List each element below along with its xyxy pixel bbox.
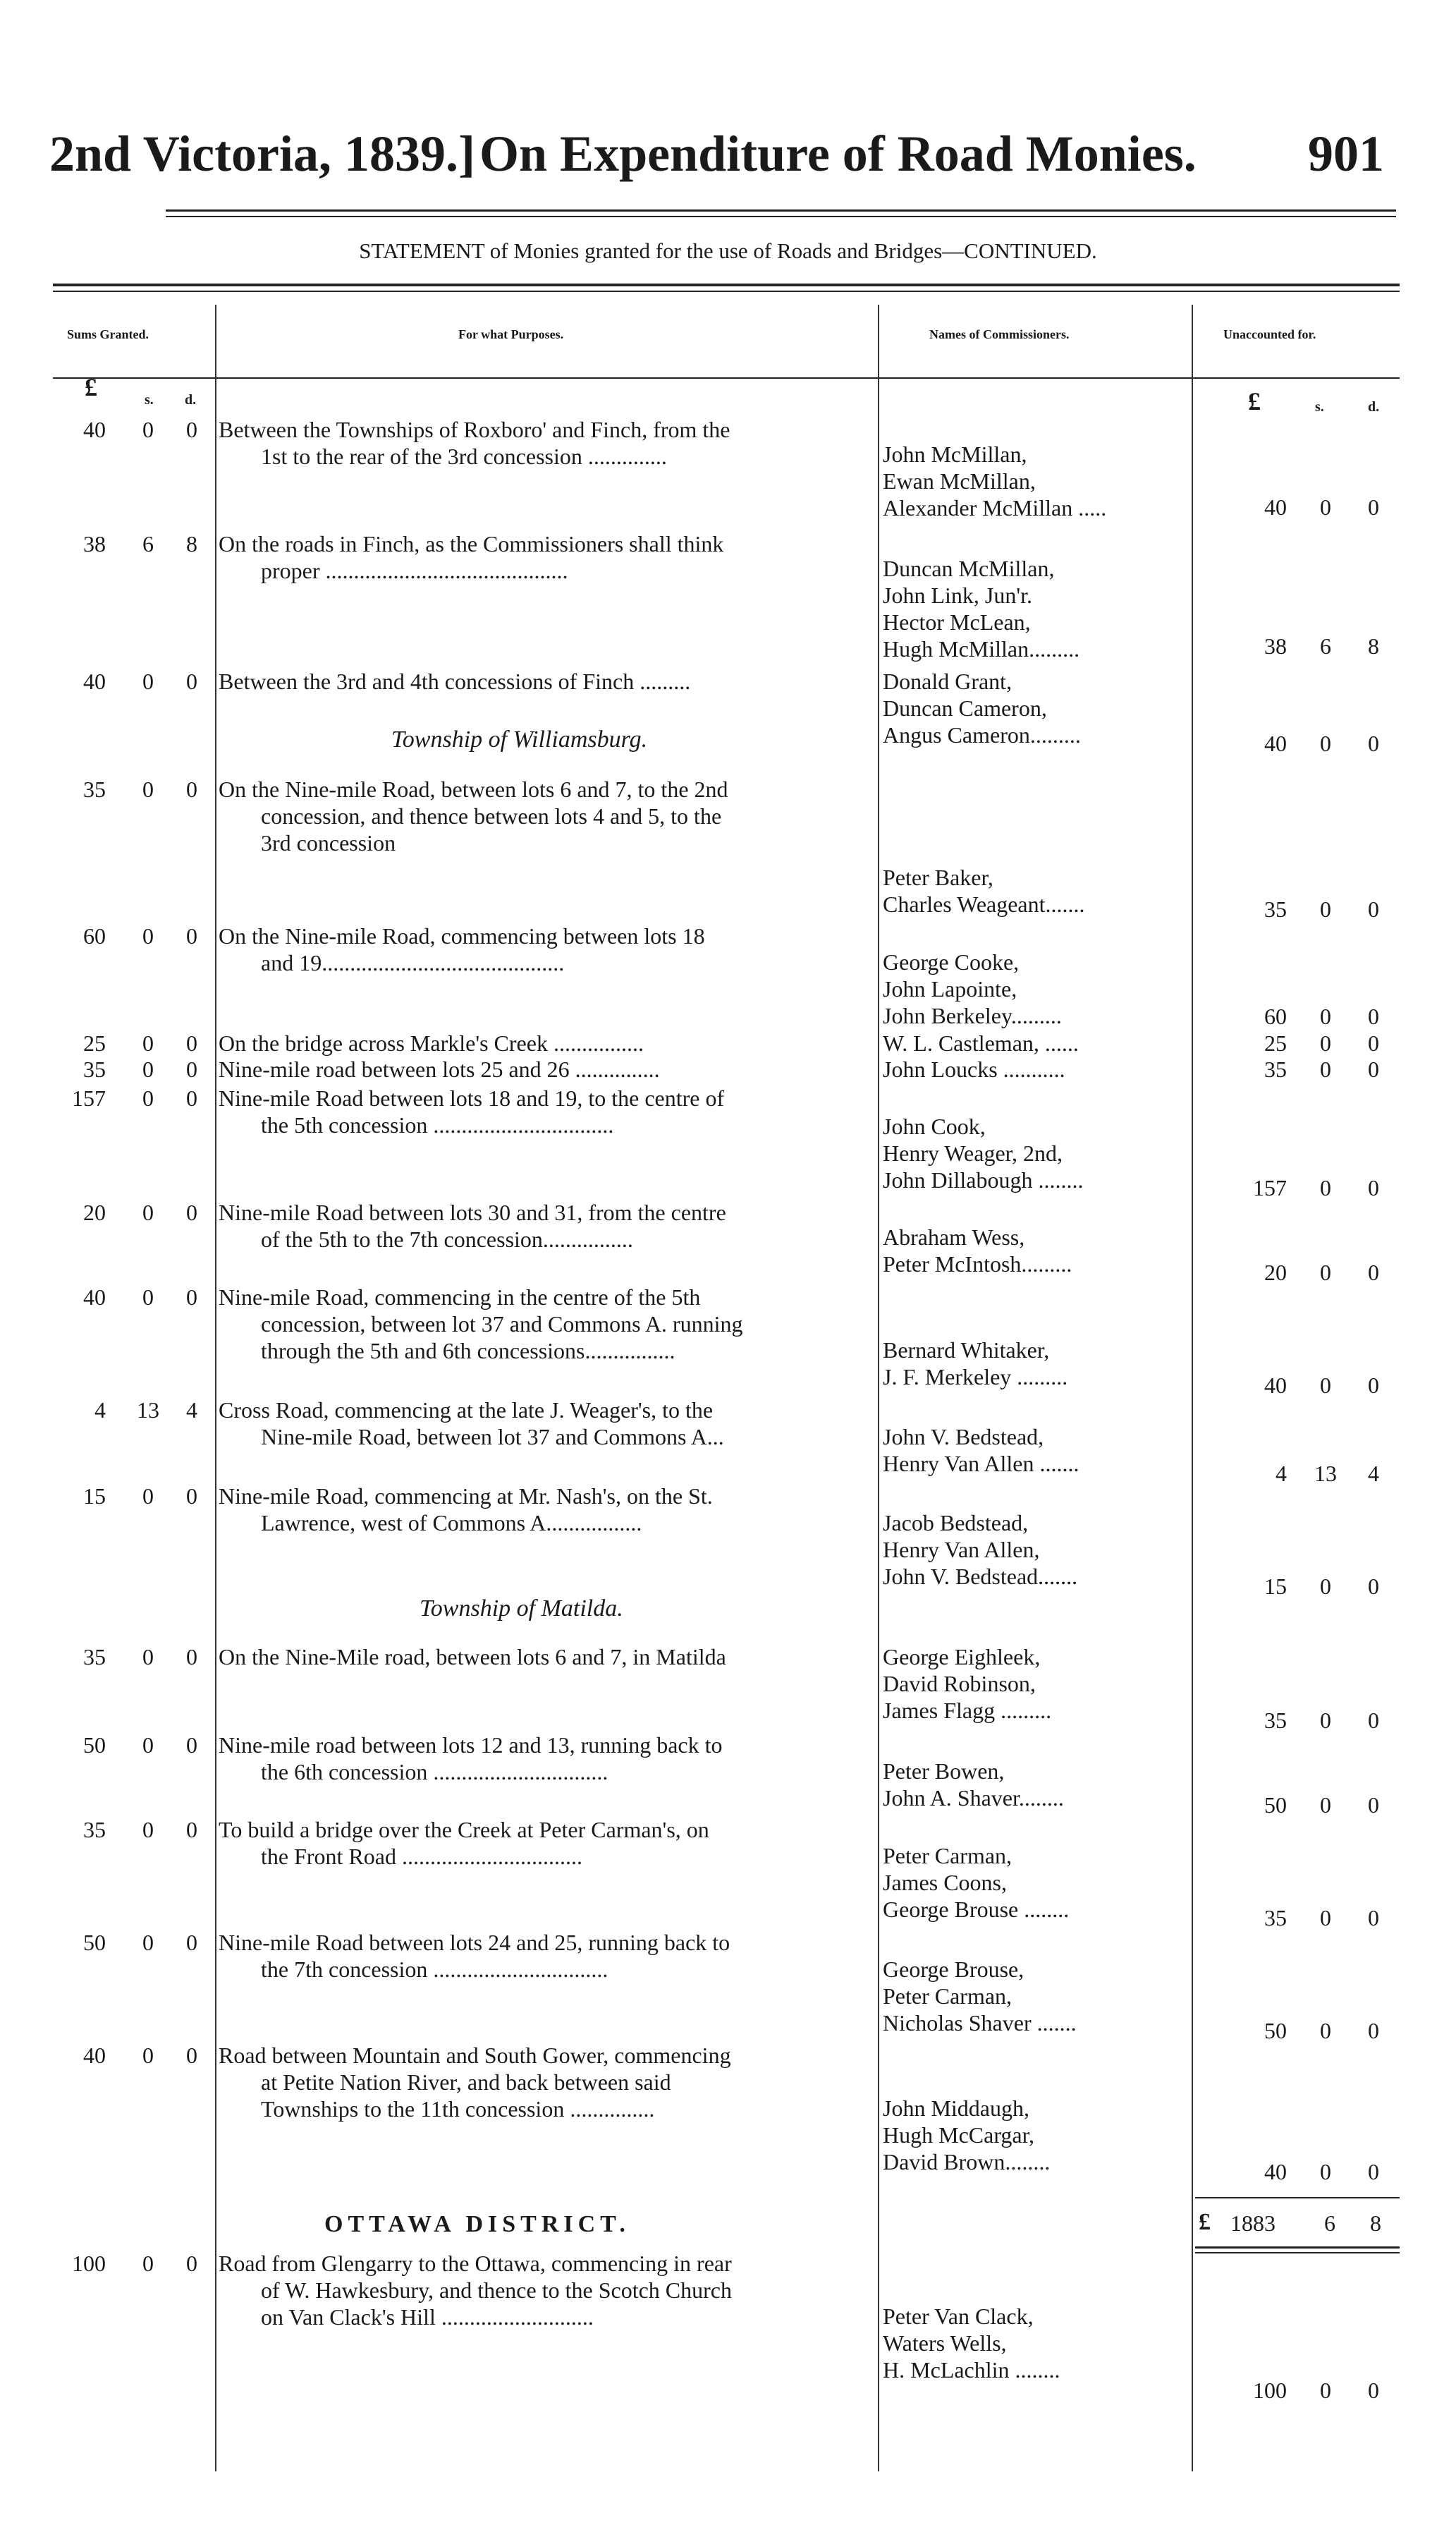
header-left: 2nd Victoria, 1839.]: [49, 126, 475, 182]
granted-shillings: 0: [142, 777, 154, 802]
purpose-line: the 7th concession ...............................: [261, 1957, 608, 1982]
granted-pence: 0: [186, 1057, 197, 1082]
unaccounted-pence: 4: [1368, 1461, 1379, 1486]
col-divider-3: [1192, 305, 1193, 2471]
col-header-granted: Sums Granted.: [67, 327, 149, 341]
commissioner-name: Peter Carman,: [883, 1843, 1013, 1868]
header-rule: [166, 209, 1396, 212]
commissioner-name: Alexander McMillan .....: [883, 495, 1107, 521]
purpose-line: Nine-mile Road, commencing in the centre of the 5th: [219, 1284, 701, 1310]
granted-shillings: 0: [142, 2043, 154, 2068]
commissioner-name: James Coons,: [883, 1870, 1007, 1895]
granted-pounds: 15: [83, 1483, 106, 1509]
granted-shillings: 0: [142, 1483, 154, 1509]
unaccounted-shillings: 0: [1320, 494, 1331, 520]
granted-pence: 0: [186, 669, 197, 694]
purpose-line: the 5th concession ................................: [261, 1112, 614, 1138]
purpose-line: Between the Townships of Roxboro' and Finch, from the: [219, 417, 730, 442]
col-divider-1: [215, 305, 216, 2471]
unaccounted-shillings: 6: [1320, 633, 1331, 659]
unaccounted-pounds: 35: [1264, 1708, 1287, 1733]
unaccounted-shillings: 0: [1320, 1260, 1331, 1285]
commissioner-name: Abraham Wess,: [883, 1224, 1025, 1250]
page-number: 901: [1308, 126, 1384, 182]
unaccounted-pence: 0: [1368, 1057, 1379, 1082]
total-rule-top: [1195, 2197, 1400, 2198]
granted-pounds: 157: [72, 1085, 106, 1111]
granted-pence: 0: [186, 1200, 197, 1225]
unaccounted-shillings: 0: [1320, 1030, 1331, 1056]
granted-pounds: 35: [83, 1817, 106, 1842]
unaccounted-shillings: 0: [1320, 1004, 1331, 1029]
unaccounted-pounds: 60: [1264, 1004, 1287, 1029]
unaccounted-shillings: 0: [1320, 2018, 1331, 2043]
commissioner-name: Peter Van Clack,: [883, 2304, 1034, 2329]
unaccounted-pounds: 50: [1264, 2018, 1287, 2043]
purpose-line: On the Nine-Mile road, between lots 6 and 7, in Matilda: [219, 1644, 726, 1669]
commissioner-name: Peter McIntosh.........: [883, 1251, 1072, 1277]
purpose-line: Nine-mile Road, commencing at Mr. Nash's, on the St.: [219, 1483, 713, 1509]
granted-pence: 0: [186, 1732, 197, 1758]
unaccounted-pounds: 25: [1264, 1030, 1287, 1056]
commissioner-name: John Berkeley.........: [883, 1003, 1062, 1028]
purpose-line: of W. Hawkesbury, and thence to the Scotch Church: [261, 2277, 732, 2303]
granted-shillings: 0: [142, 2251, 154, 2276]
unaccounted-pence: 0: [1368, 2018, 1379, 2043]
commissioner-name: J. F. Merkeley .........: [883, 1364, 1068, 1389]
page-title: On Expenditure of Road Monies.: [479, 126, 1197, 182]
granted-shillings: 0: [142, 1200, 154, 1225]
commissioner-name: Hector McLean,: [883, 609, 1031, 635]
commissioner-name: David Robinson,: [883, 1671, 1036, 1696]
granted-pounds: 100: [72, 2251, 106, 2276]
commissioner-name: George Cooke,: [883, 949, 1020, 975]
granted-pence: 0: [186, 1085, 197, 1111]
granted-shilling-label: s.: [145, 392, 154, 408]
commissioner-name: Henry Van Allen,: [883, 1537, 1040, 1562]
granted-pence: 4: [186, 1397, 197, 1423]
granted-pounds: 20: [83, 1200, 106, 1225]
granted-pounds: 60: [83, 923, 106, 949]
purpose-line: the 6th concession ...............................: [261, 1759, 608, 1784]
granted-pence: 0: [186, 1817, 197, 1842]
unaccounted-pence: 0: [1368, 1708, 1379, 1733]
purpose-line: On the bridge across Markle's Creek ................: [219, 1030, 644, 1056]
unaccounted-pence: 0: [1368, 1905, 1379, 1930]
commissioner-name: John Middaugh,: [883, 2095, 1029, 2121]
commissioner-name: Jacob Bedstead,: [883, 1510, 1029, 1535]
purpose-line: On the Nine-mile Road, commencing between lots 18: [219, 923, 705, 949]
commissioner-name: John Dillabough ........: [883, 1167, 1084, 1193]
unaccounted-pounds: 4: [1275, 1461, 1287, 1486]
purpose-line: Between the 3rd and 4th concessions of Finch .........: [219, 669, 691, 694]
unaccounted-shillings: 0: [1320, 2159, 1331, 2184]
commissioner-name: John V. Bedstead,: [883, 1424, 1044, 1449]
commissioner-name: George Brouse ........: [883, 1897, 1070, 1922]
purpose-line: Nine-mile Road between lots 30 and 31, from the centre: [219, 1200, 726, 1225]
granted-pence: 0: [186, 1284, 197, 1310]
unaccounted-pounds: 35: [1264, 1057, 1287, 1082]
total-shillings: 6: [1324, 2210, 1335, 2236]
unaccounted-pounds: 157: [1253, 1175, 1287, 1200]
section-ottawa-district: OTTAWA DISTRICT.: [324, 2211, 630, 2237]
purpose-line: To build a bridge over the Creek at Peter Carman's, on: [219, 1817, 709, 1842]
commissioner-name: John McMillan,: [883, 442, 1027, 467]
unaccounted-pence: 0: [1368, 1030, 1379, 1056]
unaccounted-shillings: 0: [1320, 1708, 1331, 1733]
granted-pounds: 40: [83, 417, 106, 442]
unaccounted-pounds: 38: [1264, 633, 1287, 659]
granted-pence: 0: [186, 1644, 197, 1669]
granted-pounds: 40: [83, 1284, 106, 1310]
col-header-rule: [53, 377, 1400, 379]
purpose-line: On the Nine-mile Road, between lots 6 and 7, to the 2nd: [219, 777, 728, 802]
purpose-line: Townships to the 11th concession ...............: [261, 2096, 655, 2122]
granted-pounds: 35: [83, 1644, 106, 1669]
granted-pence-label: d.: [185, 392, 197, 408]
commissioner-name: John Loucks ...........: [883, 1057, 1065, 1082]
commissioner-name: Peter Carman,: [883, 1983, 1013, 2009]
granted-shillings: 6: [142, 531, 154, 556]
unaccounted-shillings: 0: [1320, 1373, 1331, 1398]
granted-shillings: 0: [142, 1057, 154, 1082]
unaccounted-pence: 0: [1368, 1574, 1379, 1599]
granted-pounds: 50: [83, 1732, 106, 1758]
unaccounted-pence: 0: [1368, 2159, 1379, 2184]
granted-pounds: 35: [83, 1057, 106, 1082]
granted-pence: 0: [186, 2251, 197, 2276]
commissioner-name: Duncan McMillan,: [883, 556, 1055, 581]
unaccounted-pence-label: d.: [1368, 399, 1380, 415]
commissioner-name: Peter Baker,: [883, 865, 993, 890]
commissioner-name: Angus Cameron.........: [883, 722, 1081, 748]
commissioner-name: John Link, Jun'r.: [883, 583, 1032, 608]
unaccounted-pence: 0: [1368, 1373, 1379, 1398]
commissioner-name: Henry Weager, 2nd,: [883, 1140, 1063, 1166]
granted-shillings: 0: [142, 669, 154, 694]
granted-shillings: 0: [142, 1085, 154, 1111]
commissioner-name: Charles Weageant.......: [883, 892, 1085, 917]
unaccounted-shillings: 0: [1320, 1905, 1331, 1930]
unaccounted-pounds: 40: [1264, 494, 1287, 520]
unaccounted-pounds: 40: [1264, 731, 1287, 756]
col-header-purpose: For what Purposes.: [458, 327, 564, 341]
purpose-line: and 19...........................................: [261, 950, 565, 975]
unaccounted-pence: 0: [1368, 1260, 1379, 1285]
unaccounted-pounds: 20: [1264, 1260, 1287, 1285]
granted-pence: 0: [186, 1930, 197, 1955]
unaccounted-shillings: 0: [1320, 731, 1331, 756]
granted-pence: 0: [186, 2043, 197, 2068]
commissioner-name: Henry Van Allen .......: [883, 1451, 1079, 1476]
purpose-line: Cross Road, commencing at the late J. Weager's, to the: [219, 1397, 714, 1423]
purpose-line: Nine-mile Road between lots 18 and 19, to the centre of: [219, 1085, 725, 1111]
purpose-line: the Front Road ................................: [261, 1844, 582, 1869]
commissioner-name: Hugh McCargar,: [883, 2122, 1034, 2148]
granted-pounds: 4: [94, 1397, 106, 1423]
unaccounted-pence: 0: [1368, 1175, 1379, 1200]
purpose-line: through the 5th and 6th concessions................: [261, 1338, 675, 1363]
purpose-line: Nine-mile road between lots 12 and 13, running back to: [219, 1732, 723, 1758]
statement-caption: STATEMENT of Monies granted for the use of Roads and Bridges—CONTINUED.: [359, 238, 1097, 263]
purpose-line: Nine-mile Road, between lot 37 and Commons A...: [261, 1424, 724, 1449]
purpose-line: concession, between lot 37 and Commons A. running: [261, 1311, 743, 1337]
unaccounted-pence: 0: [1368, 896, 1379, 922]
purpose-line: Nine-mile Road between lots 24 and 25, running back to: [219, 1930, 730, 1955]
granted-shillings: 0: [142, 1284, 154, 1310]
unaccounted-shillings: 0: [1320, 2378, 1331, 2403]
total-rule-bottom-thin: [1195, 2252, 1400, 2253]
granted-shillings: 0: [142, 923, 154, 949]
commissioner-name: Hugh McMillan.........: [883, 636, 1080, 662]
granted-shillings: 0: [142, 1732, 154, 1758]
granted-pounds: 40: [83, 669, 106, 694]
total-pounds: 1883: [1230, 2210, 1275, 2236]
purpose-line: Road between Mountain and South Gower, commencing: [219, 2043, 731, 2068]
unaccounted-pence: 0: [1368, 494, 1379, 520]
commissioner-name: John Cook,: [883, 1114, 986, 1139]
unaccounted-shillings: 13: [1314, 1461, 1337, 1486]
purpose-line: 3rd concession: [261, 830, 396, 856]
granted-shillings: 0: [142, 417, 154, 442]
granted-pence: 8: [186, 531, 197, 556]
unaccounted-shillings: 0: [1320, 1057, 1331, 1082]
granted-shillings: 0: [142, 1030, 154, 1056]
granted-pounds: 25: [83, 1030, 106, 1056]
section-matilda: Township of Matilda.: [420, 1595, 623, 1622]
purpose-line: of the 5th to the 7th concession................: [261, 1227, 633, 1252]
granted-pounds: 35: [83, 777, 106, 802]
purpose-line: on Van Clack's Hill ...........................: [261, 2304, 594, 2330]
commissioner-name: James Flagg .........: [883, 1698, 1052, 1723]
unaccounted-pounds: 40: [1264, 1373, 1287, 1398]
commissioner-name: David Brown........: [883, 2149, 1051, 2174]
unaccounted-pounds: 35: [1264, 896, 1287, 922]
section-williamsburg: Township of Williamsburg.: [391, 726, 648, 753]
col-header-commissioners: Names of Commissioners.: [929, 327, 1070, 341]
col-header-unaccounted: Unaccounted for.: [1223, 327, 1316, 341]
total-rule-bottom: [1195, 2246, 1400, 2249]
commissioner-name: John V. Bedstead.......: [883, 1564, 1078, 1589]
commissioner-name: John Lapointe,: [883, 976, 1017, 1002]
commissioner-name: Waters Wells,: [883, 2330, 1007, 2356]
col-divider-2: [878, 305, 879, 2471]
unaccounted-pence: 0: [1368, 2378, 1379, 2403]
granted-pounds: 40: [83, 2043, 106, 2068]
purpose-line: Lawrence, west of Commons A.................: [261, 1510, 642, 1535]
unaccounted-pounds: 100: [1253, 2378, 1287, 2403]
commissioner-name: George Brouse,: [883, 1957, 1024, 1982]
granted-pence: 0: [186, 777, 197, 802]
purpose-line: proper ...........................................: [261, 558, 568, 583]
commissioner-name: George Eighleek,: [883, 1644, 1041, 1669]
total-pence: 8: [1370, 2210, 1381, 2236]
granted-shillings: 0: [142, 1930, 154, 1955]
unaccounted-pence: 0: [1368, 1792, 1379, 1818]
table-top-rule: [53, 284, 1400, 286]
unaccounted-shillings: 0: [1320, 1792, 1331, 1818]
commissioner-name: Peter Bowen,: [883, 1758, 1005, 1784]
granted-shillings: 13: [137, 1397, 159, 1423]
unaccounted-shilling-label: s.: [1315, 399, 1324, 415]
purpose-line: Nine-mile road between lots 25 and 26 ...............: [219, 1057, 660, 1082]
commissioner-name: Nicholas Shaver .......: [883, 2010, 1077, 2036]
commissioner-name: W. L. Castleman, ......: [883, 1030, 1079, 1056]
total-pound-symbol: £: [1199, 2209, 1211, 2235]
unaccounted-pounds: 40: [1264, 2159, 1287, 2184]
purpose-line: On the roads in Finch, as the Commissioners shall think: [219, 531, 724, 556]
granted-pounds: 50: [83, 1930, 106, 1955]
commissioner-name: Donald Grant,: [883, 669, 1013, 694]
unaccounted-pence: 0: [1368, 1004, 1379, 1029]
purpose-line: at Petite Nation River, and back between said: [261, 2069, 671, 2095]
purpose-line: Road from Glengarry to the Ottawa, commencing in rear: [219, 2251, 732, 2276]
unaccounted-shillings: 0: [1320, 1175, 1331, 1200]
purpose-line: 1st to the rear of the 3rd concession ..............: [261, 444, 667, 469]
header-rule-thin: [166, 216, 1396, 217]
unaccounted-pounds: 50: [1264, 1792, 1287, 1818]
commissioner-name: H. McLachlin ........: [883, 2357, 1060, 2383]
granted-pence: 0: [186, 417, 197, 442]
commissioner-name: Ewan McMillan,: [883, 468, 1036, 494]
unaccounted-pence: 8: [1368, 633, 1379, 659]
granted-pounds: 38: [83, 531, 106, 556]
unaccounted-shillings: 0: [1320, 1574, 1331, 1599]
table-top-rule-thin: [53, 291, 1400, 292]
commissioner-name: John A. Shaver........: [883, 1785, 1064, 1811]
granted-pence: 0: [186, 1030, 197, 1056]
granted-pence: 0: [186, 1483, 197, 1509]
commissioner-name: Duncan Cameron,: [883, 695, 1047, 721]
granted-shillings: 0: [142, 1644, 154, 1669]
unaccounted-pence: 0: [1368, 731, 1379, 756]
commissioner-name: Bernard Whitaker,: [883, 1337, 1050, 1363]
unaccounted-pound-symbol: £: [1248, 387, 1261, 415]
unaccounted-pounds: 15: [1264, 1574, 1287, 1599]
granted-pound-symbol: £: [85, 373, 97, 401]
unaccounted-pounds: 35: [1264, 1905, 1287, 1930]
granted-shillings: 0: [142, 1817, 154, 1842]
unaccounted-shillings: 0: [1320, 896, 1331, 922]
purpose-line: concession, and thence between lots 4 and 5, to the: [261, 803, 722, 829]
granted-pence: 0: [186, 923, 197, 949]
